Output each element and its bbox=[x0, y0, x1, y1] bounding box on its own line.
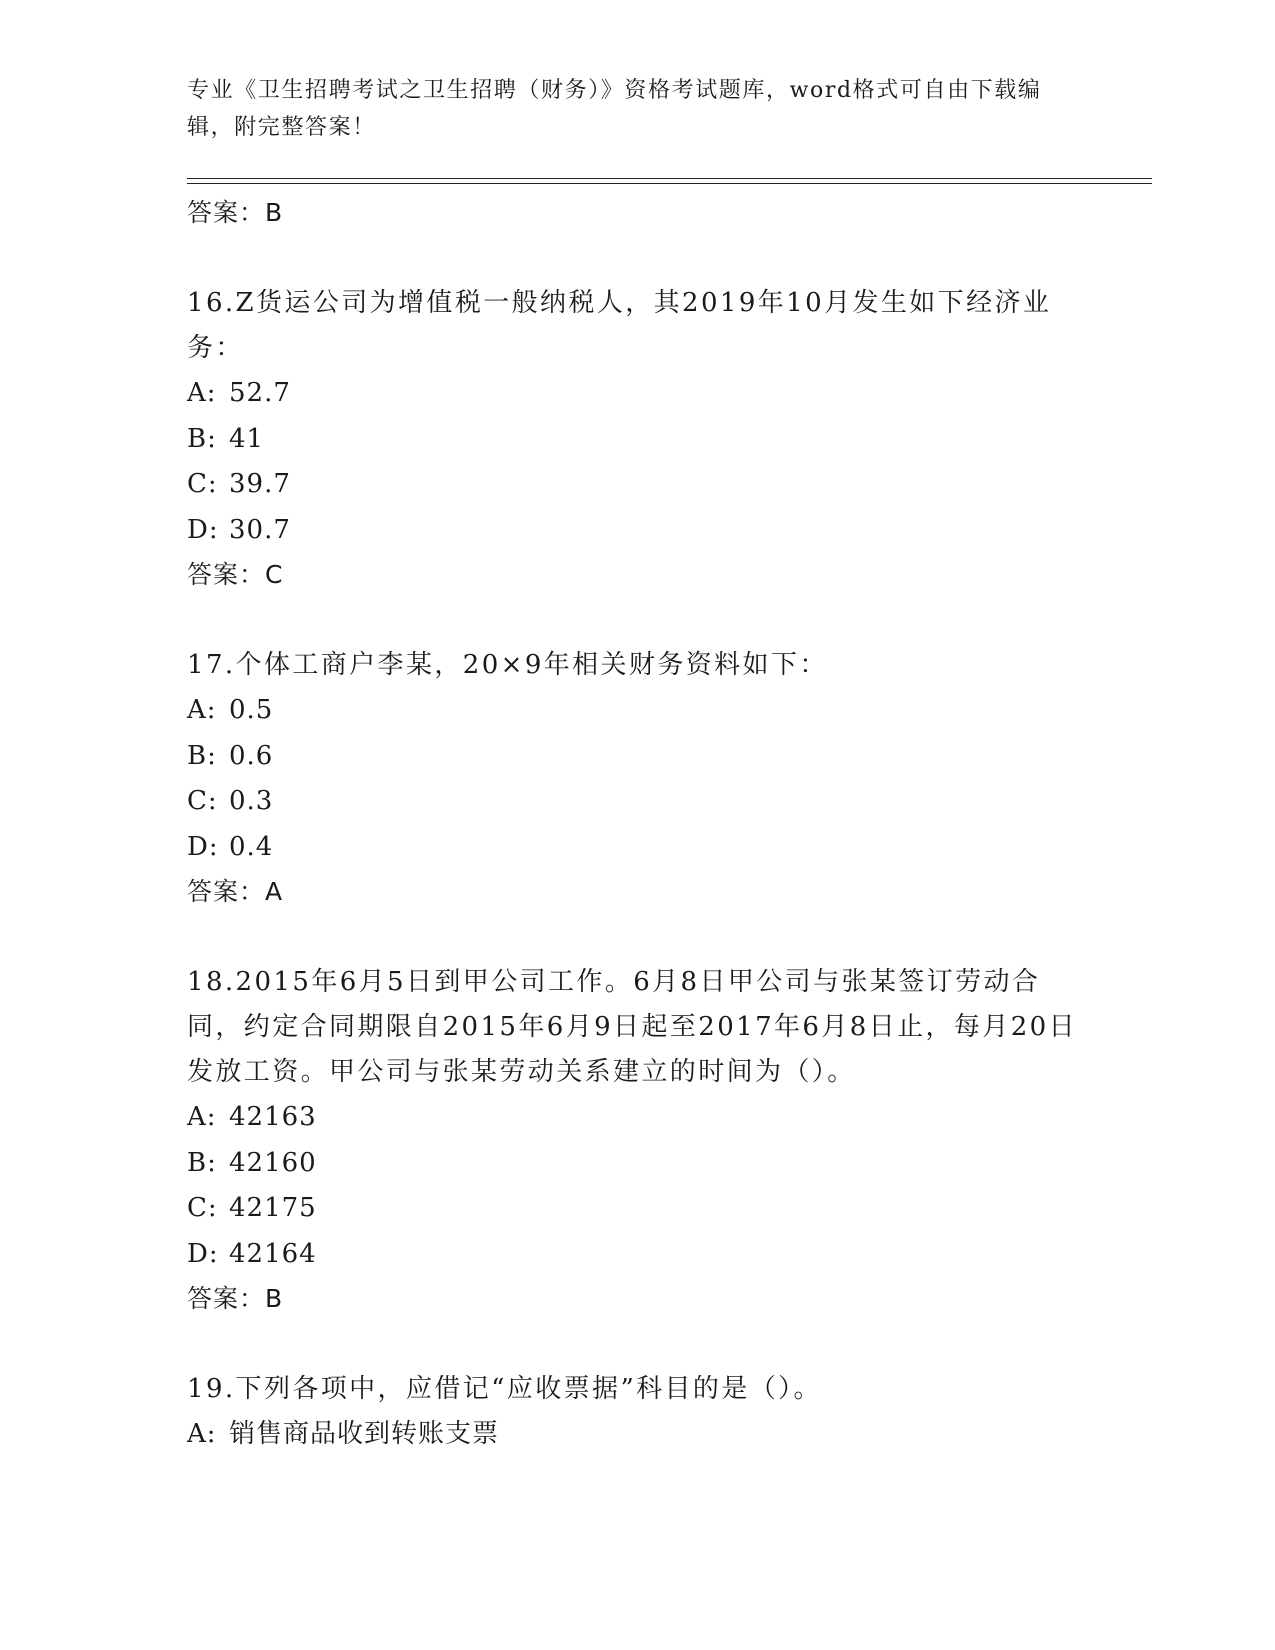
option-value: 0.4 bbox=[229, 831, 274, 862]
option-key: D: bbox=[187, 831, 219, 862]
option-key: A: bbox=[187, 378, 217, 408]
option-key: C: bbox=[187, 469, 218, 499]
option-d bbox=[187, 1232, 1087, 1278]
answer: 答案：C bbox=[187, 560, 284, 589]
option-key: A: bbox=[187, 1102, 217, 1132]
option-a bbox=[187, 1095, 1087, 1141]
option-value: 0.5 bbox=[229, 695, 274, 725]
option-c bbox=[187, 462, 1087, 508]
option-b bbox=[187, 734, 1087, 780]
option-key: A: bbox=[187, 1419, 217, 1449]
option-a bbox=[187, 371, 1087, 417]
option-value: 52.7 bbox=[229, 378, 291, 408]
option-c bbox=[187, 1186, 1087, 1232]
previous-answer: 答案：B bbox=[187, 198, 284, 227]
option-value: 42163 bbox=[229, 1102, 317, 1132]
question-list bbox=[187, 191, 1087, 1458]
option-a bbox=[187, 1412, 1087, 1458]
option-key: B: bbox=[187, 740, 217, 771]
option-key: A: bbox=[187, 695, 217, 725]
answer: 答案：B bbox=[187, 1284, 284, 1313]
option-value: 41 bbox=[229, 423, 265, 454]
option-value: 39.7 bbox=[229, 469, 291, 499]
option-b bbox=[187, 417, 1087, 463]
question-16 bbox=[187, 281, 1087, 597]
document-header: 专业《卫生招聘考试之卫生招聘（财务）》资格考试题库，word格式可自由下载编辑，附完整答案！ bbox=[187, 78, 1042, 140]
question-17 bbox=[187, 643, 1087, 914]
option-value: 销售商品收到转账支票 bbox=[229, 1419, 500, 1449]
question-text: 17.个体工商户李某，20×9年相关财务资料如下： bbox=[187, 650, 828, 680]
option-c bbox=[187, 779, 1087, 825]
question-18 bbox=[187, 960, 1087, 1321]
option-value: 0.6 bbox=[229, 740, 274, 771]
option-value: 42160 bbox=[229, 1147, 317, 1178]
option-key: B: bbox=[187, 1147, 217, 1178]
option-key: C: bbox=[187, 786, 218, 816]
option-value: 0.3 bbox=[229, 786, 274, 816]
header-divider-bottom bbox=[187, 183, 1152, 184]
answer: 答案：A bbox=[187, 877, 284, 906]
option-a bbox=[187, 688, 1087, 734]
option-value: 42175 bbox=[229, 1193, 317, 1223]
option-key: D: bbox=[187, 514, 219, 545]
option-value: 42164 bbox=[229, 1238, 317, 1269]
header-divider-top bbox=[187, 178, 1152, 179]
question-19 bbox=[187, 1367, 1087, 1458]
question-text: 18.2015年6月5日到甲公司工作。6月8日甲公司与张某签订劳动合同，约定合同期限自2015年6月9日起至2017年6月8日止，每月20日发放工资。甲公司与张某劳动关系建立的时间为（）。 bbox=[187, 967, 1077, 1087]
option-d bbox=[187, 825, 1087, 871]
option-d bbox=[187, 508, 1087, 554]
option-value: 30.7 bbox=[229, 514, 291, 545]
question-text: 16.Z货运公司为增值税一般纳税人，其2019年10月发生如下经济业务： bbox=[187, 288, 1052, 363]
option-key: B: bbox=[187, 423, 217, 454]
question-text: 19.下列各项中，应借记“应收票据”科目的是（）。 bbox=[187, 1374, 822, 1404]
option-b bbox=[187, 1141, 1087, 1187]
option-key: C: bbox=[187, 1193, 218, 1223]
option-key: D: bbox=[187, 1238, 219, 1269]
